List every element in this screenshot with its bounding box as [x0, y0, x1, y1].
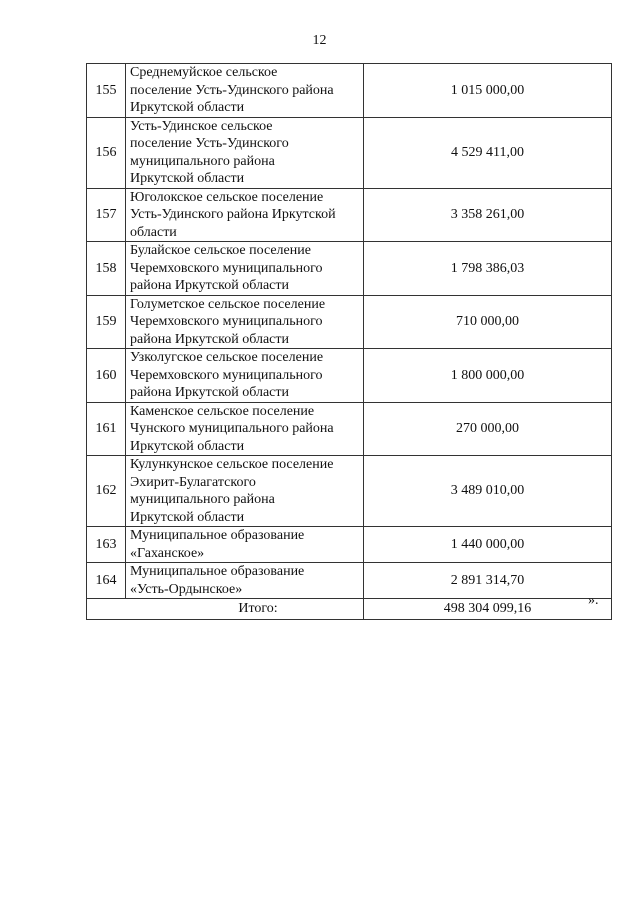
municipality-name-line: Иркутской области: [130, 509, 245, 525]
municipality-name-line: Черемховского муниципального: [130, 367, 323, 383]
municipality-name-line: муниципального района: [130, 153, 275, 169]
row-number: 164: [87, 563, 126, 599]
municipality-name-line: Среднемуйское сельское: [130, 65, 278, 80]
allocation-amount: 1 440 000,00: [364, 527, 612, 563]
total-amount: 498 304 099,16: [364, 599, 612, 620]
row-number: 161: [87, 402, 126, 456]
table-row: [87, 349, 612, 403]
municipality-name-line: Юголокское сельское поселение: [130, 189, 324, 205]
municipality-name-line: поселение Усть-Удинского: [130, 136, 289, 151]
municipality-name-line: поселение Усть-Удинского района: [130, 82, 334, 98]
municipality-name: [126, 188, 364, 242]
table-row: [87, 188, 612, 242]
table-body: [87, 64, 612, 599]
row-number: 158: [87, 242, 126, 296]
municipality-name: [126, 64, 364, 118]
municipality-name-line: «Гаханское»: [130, 545, 205, 561]
municipality-name-line: области: [130, 224, 177, 240]
municipality-name: [126, 527, 364, 563]
table-row: [87, 563, 612, 599]
municipality-name-line: Черемховского муниципального: [130, 314, 323, 329]
municipality-name-line: района Иркутской области: [130, 278, 290, 293]
total-label: Итого:: [87, 599, 364, 620]
allocation-amount: 1 800 000,00: [364, 349, 612, 403]
table-row: [87, 242, 612, 296]
allocation-amount: 3 489 010,00: [364, 456, 612, 527]
municipality-name-line: района Иркутской области: [130, 385, 290, 400]
row-number: 159: [87, 295, 126, 349]
table-row: [87, 456, 612, 527]
allocation-amount: 2 891 314,70: [364, 563, 612, 599]
page-number: 12: [312, 33, 327, 48]
municipality-name-line: Муниципальное образование: [130, 564, 305, 579]
municipality-name-line: Иркутской области: [130, 100, 245, 115]
municipality-name: [126, 295, 364, 349]
municipality-name: [126, 563, 364, 599]
allocation-amount: 1 798 386,03: [364, 242, 612, 296]
municipality-name: [126, 117, 364, 188]
row-number: 156: [87, 117, 126, 188]
municipality-name-line: «Усть-Ордынское»: [130, 581, 243, 597]
municipality-name-line: Булайское сельское поселение: [130, 243, 311, 258]
allocation-amount: 710 000,00: [364, 295, 612, 349]
allocation-table: [86, 63, 612, 620]
row-number: 163: [87, 527, 126, 563]
municipality-name-line: Кулункунское сельское поселение: [130, 457, 334, 472]
municipality-name-line: Узколугское сельское поселение: [130, 350, 324, 365]
table-row: [87, 295, 612, 349]
municipality-name: [126, 349, 364, 403]
total-row: [87, 599, 612, 620]
table-row: [87, 64, 612, 118]
municipality-name: [126, 456, 364, 527]
table-row: [87, 527, 612, 563]
allocation-amount: 270 000,00: [364, 402, 612, 456]
row-number: 162: [87, 456, 126, 527]
municipality-name-line: Эхирит-Булагатского: [130, 474, 256, 490]
municipality-name-line: Чунского муниципального района: [130, 421, 334, 436]
municipality-name-line: Каменское сельское поселение: [130, 403, 315, 419]
table-row: [87, 117, 612, 188]
table-row: [87, 402, 612, 456]
municipality-name-line: муниципального района: [130, 492, 275, 507]
row-number: 160: [87, 349, 126, 403]
municipality-name: [126, 242, 364, 296]
municipality-name-line: Муниципальное образование: [130, 528, 305, 543]
closing-quote-mark: ».: [588, 593, 599, 608]
municipality-name-line: района Иркутской области: [130, 331, 290, 347]
municipality-name-line: Черемховского муниципального: [130, 260, 323, 276]
row-number: 155: [87, 64, 126, 118]
municipality-name-line: Иркутской области: [130, 171, 245, 186]
row-number: 157: [87, 188, 126, 242]
allocation-amount: 3 358 261,00: [364, 188, 612, 242]
municipality-name-line: Иркутской области: [130, 438, 245, 454]
municipality-name: [126, 402, 364, 456]
municipality-name-line: Усть-Удинского района Иркутской: [130, 207, 336, 222]
allocation-amount: 4 529 411,00: [364, 117, 612, 188]
municipality-name-line: Усть-Удинское сельское: [130, 118, 273, 134]
allocation-amount: 1 015 000,00: [364, 64, 612, 118]
municipality-name-line: Голуметское сельское поселение: [130, 296, 326, 312]
